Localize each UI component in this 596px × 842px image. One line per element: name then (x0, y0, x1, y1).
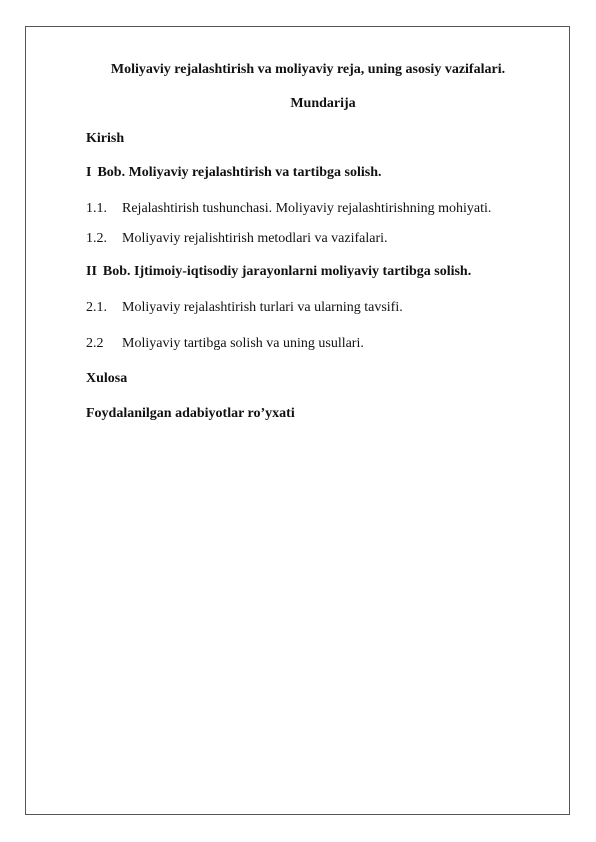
chapter-1-label: Bob. Moliyaviy rejalashtirish va tartibga solish. (97, 165, 382, 180)
section-2-2-number: 2.2 (86, 336, 104, 351)
chapter-2-label: Bob. Ijtimoiy-iqtisodiy jarayonlarni moliyaviy tartibga solish. (102, 264, 472, 279)
toc-item-references: Foydalanilgan adabiyotlar ro’yxati (86, 406, 295, 421)
section-2-2-label: Moliyaviy tartibga solish va uning usullari. (122, 336, 364, 351)
toc-item-section-1-2 (86, 231, 388, 247)
toc-item-conclusion: Xulosa (86, 371, 128, 386)
section-1-2-label: Moliyaviy rejalishtirish metodlari va vazifalari. (122, 231, 388, 246)
toc-item-section-2-1 (86, 300, 403, 316)
document-title: Moliyaviy rejalashtirish va moliyaviy reja, uning asosiy vazifalari. (110, 62, 506, 77)
chapter-2-prefix: II (86, 264, 97, 279)
toc-item-intro: Kirish (86, 131, 125, 146)
toc-heading: Mundarija (290, 96, 356, 111)
section-2-1-number: 2.1. (86, 300, 107, 315)
toc-item-section-2-2 (86, 336, 364, 352)
chapter-1-prefix: I (86, 165, 92, 180)
toc-item-chapter-1 (86, 165, 382, 181)
section-1-1-number: 1.1. (86, 201, 107, 216)
toc-item-chapter-2 (86, 264, 471, 280)
section-1-2-number: 1.2. (86, 231, 107, 246)
section-2-1-label: Moliyaviy rejalashtirish turlari va ularning tavsifi. (122, 300, 403, 315)
section-1-1-label: Rejalashtirish tushunchasi. Moliyaviy rejalashtirishning mohiyati. (122, 201, 492, 216)
toc-item-section-1-1 (86, 201, 491, 217)
